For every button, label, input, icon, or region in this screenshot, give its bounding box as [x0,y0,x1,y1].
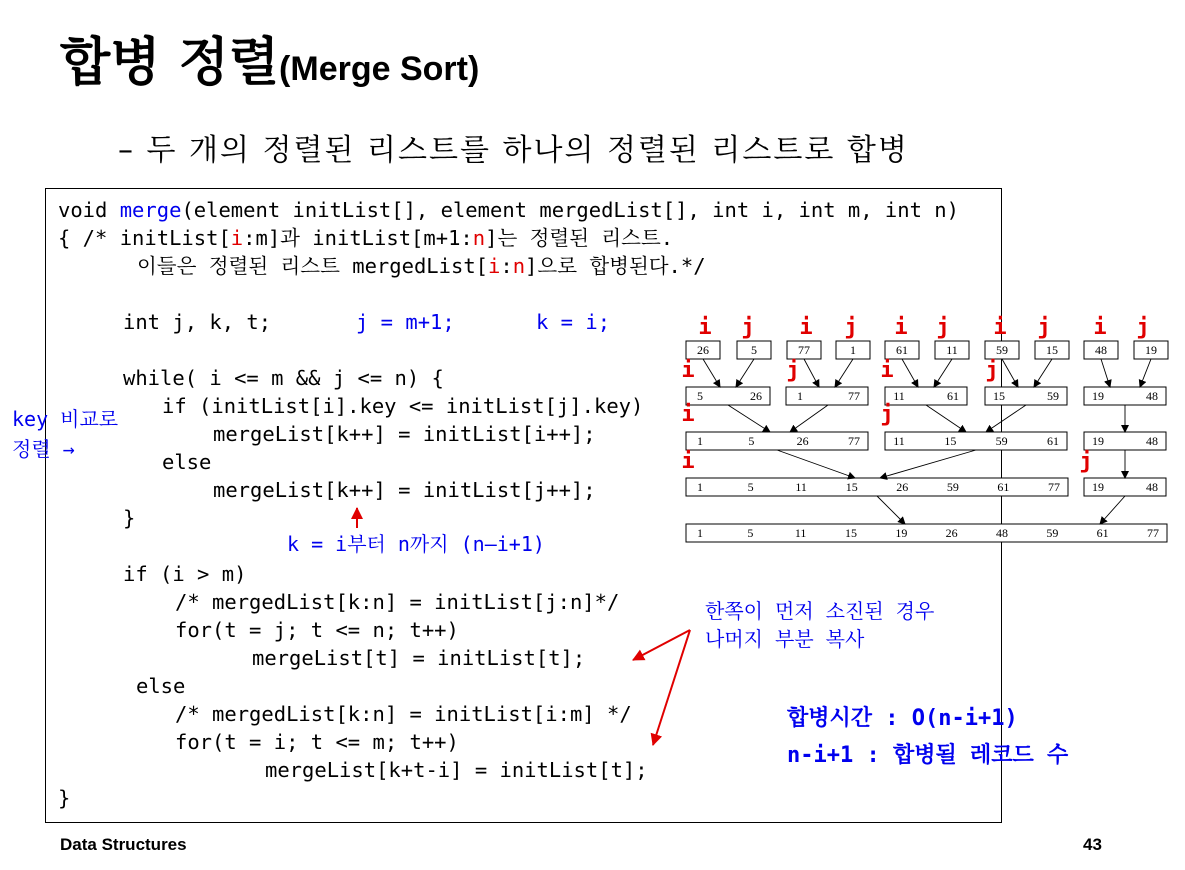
cell-value: 26 [896,480,909,494]
highlight-n: n [472,226,486,250]
k-range-note: k = i부터 n까지 (n–i+1) [287,532,545,556]
cell-value: 19 [895,526,908,540]
merge-arrow [804,359,819,387]
cell-value: 77 [1147,526,1159,540]
cell-value: 61 [1096,526,1109,540]
cell-value: 11 [893,389,905,403]
cell-value: 48 [1095,343,1107,357]
code-text: { /* initList[ [58,226,231,250]
merge-arrow [902,359,918,387]
merge-arrow [880,450,976,478]
code-line-12: /* mergedList[k:n] = initList[j:n]*/ [175,590,620,614]
merge-arrow [877,496,905,524]
merge-arrow [1002,359,1018,387]
side-line-2: 정렬 → [12,437,75,461]
cell-value: 48 [1146,389,1158,403]
merge-arrow [736,359,754,387]
cell-value: 5 [751,343,757,357]
footer-course: Data Structures [60,835,187,854]
cell-value: 19 [1092,389,1104,403]
cell-value: 26 [945,526,958,540]
time-line-1: 합병시간 : O(n-i+1) [787,706,1018,731]
index-label-j: j [844,315,858,340]
merged-run-box [686,432,868,450]
code-line-9: mergeList[k++] = initList[j++]; [213,478,596,502]
cell-value: 5 [748,434,755,448]
cell-value: 61 [947,389,959,403]
cell-value: 77 [1048,480,1060,494]
cell-value: 26 [796,434,809,448]
cell-value: 1 [797,389,803,403]
note-line-1: 한쪽이 먼저 소진된 경우 [705,599,935,623]
code-line-16: /* mergedList[k:n] = initList[i:m] */ [175,702,632,726]
index-label-j: j [880,402,894,427]
merge-arrow [777,450,855,478]
cell-value: 11 [946,343,958,357]
cell-value: 19 [1092,480,1104,494]
index-label-i: i [799,315,813,340]
merge-arrow [703,359,720,387]
cell-value: 1 [697,526,703,540]
code-line-8: else [162,450,212,474]
merge-arrow [1034,359,1052,387]
code-text: 이들은 정렬된 리스트 mergedList[ [137,254,489,278]
index-label-j: j [985,358,999,383]
code-line-14: mergeList[t] = initList[t]; [252,646,586,670]
merge-arrow [728,405,770,432]
index-label-i: i [698,315,712,340]
index-label-j: j [786,358,800,383]
cell-value: 61 [1047,434,1059,448]
merge-arrow [790,405,828,432]
code-line-17: for(t = i; t <= m; t++) [175,730,459,754]
index-label-i: i [1093,315,1107,340]
side-line-1: key 비교로 [12,407,119,431]
cell-value: 15 [1046,343,1058,357]
code-line-4a: int j, k, t; [123,310,272,334]
subtitle: – 두 개의 정렬된 리스트를 하나의 정렬된 리스트로 합병 [118,133,909,168]
cell-value: 26 [697,343,709,357]
title-korean: 합병 정렬 [60,33,280,93]
cell-value: 59 [996,343,1008,357]
cell-value: 48 [1146,480,1158,494]
code-text: :m]과 initList[m+1: [243,226,473,250]
time-line-2: n-i+1 : 합병될 레코드 수 [787,743,1069,768]
code-line-4b: j = m+1; [356,310,455,334]
cell-value: 19 [1092,434,1104,448]
code-line-19: } [58,786,71,810]
code-line-11: if (i > m) [123,562,247,586]
sorted-list-box [686,524,1167,542]
index-label-i: i [681,449,695,474]
code-text: ]는 정렬된 리스트. [485,226,674,250]
merge-arrow [926,405,966,432]
merged-run-box [885,432,1067,450]
index-label-j: j [1037,315,1051,340]
index-label-i: i [681,402,695,427]
cell-value: 5 [747,480,754,494]
merge-arrow [1140,359,1151,387]
cell-value: 59 [1046,526,1059,540]
cell-value: 15 [845,526,857,540]
merge-arrow [1101,359,1110,387]
cell-value: 5 [697,389,703,403]
cell-value: 15 [944,434,957,448]
merge-arrow [934,359,952,387]
code-text: ]으로 합병된다.*/ [525,254,706,278]
cell-value: 11 [794,526,807,540]
cell-value: 48 [1146,434,1158,448]
code-line-15: else [136,674,186,698]
cell-value: 11 [795,480,807,494]
code-text: (element initList[], element mergedList[], int i, int m, int n) [181,198,959,222]
highlight-i: i [230,226,244,250]
code-text: void [58,198,120,222]
title-english: (Merge Sort) [279,50,480,88]
cell-value: 15 [845,480,858,494]
index-label-j: j [1136,315,1150,340]
cell-value: 1 [850,343,856,357]
merged-run-box [686,478,1068,496]
cell-value: 61 [896,343,908,357]
cell-value: 19 [1145,343,1157,357]
index-label-i: i [993,315,1007,340]
index-label-j: j [936,315,950,340]
code-text: : [500,254,513,278]
footer-page-number: 43 [1083,835,1102,854]
cell-value: 59 [946,480,959,494]
index-label-j: j [1079,449,1093,474]
highlight-i: i [488,254,501,278]
cell-value: 77 [848,434,860,448]
cell-value: 15 [993,389,1005,403]
cell-value: 61 [997,480,1010,494]
cell-value: 77 [848,389,860,403]
cell-value: 5 [747,526,754,540]
cell-value: 59 [1047,389,1059,403]
code-line-5: while( i <= m && j <= n) { [123,366,444,390]
cell-value: 1 [697,480,703,494]
code-line-4c: k = i; [536,310,611,334]
cell-value: 1 [697,434,703,448]
merge-arrow [835,359,853,387]
merge-arrow [986,405,1026,432]
cell-value: 59 [995,434,1008,448]
code-line-18: mergeList[k+t-i] = initList[t]; [265,758,648,782]
note-line-2: 나머지 부분 복사 [705,627,865,651]
function-name: merge [119,198,182,222]
cell-value: 11 [893,434,905,448]
highlight-n: n [512,254,526,278]
cell-value: 48 [996,526,1008,540]
index-label-i: i [894,315,908,340]
code-line-7: mergeList[k++] = initList[i++]; [213,422,596,446]
merge-arrow [1100,496,1125,524]
code-line-10: } [123,506,136,530]
cell-value: 26 [750,389,762,403]
code-line-6: if (initList[i].key <= initList[j].key) [162,394,644,418]
code-line-13: for(t = j; t <= n; t++) [175,618,459,642]
cell-value: 77 [798,343,810,357]
index-label-j: j [741,315,755,340]
index-label-i: i [880,358,894,383]
index-label-i: i [681,358,695,383]
